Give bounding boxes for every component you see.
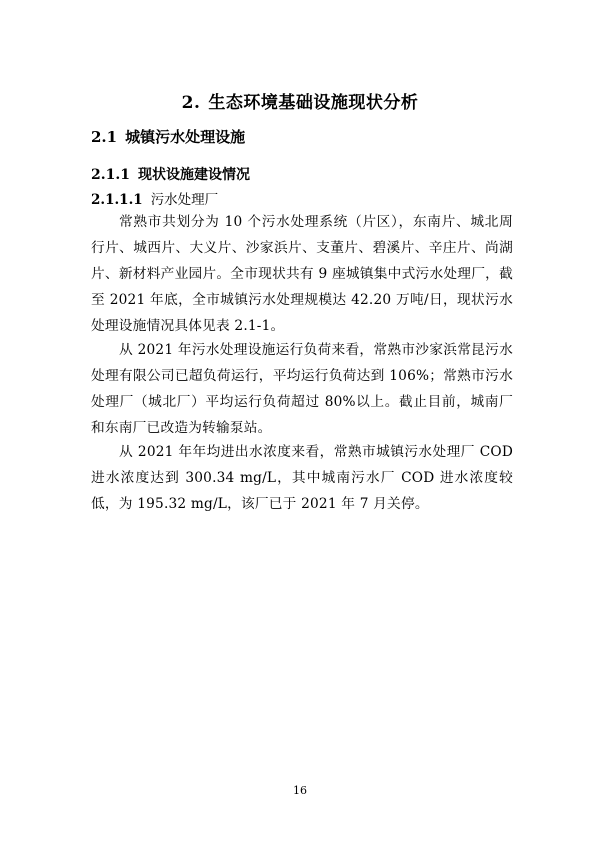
section-heading <box>91 126 245 147</box>
subsection-heading <box>91 164 250 184</box>
section-number: 2.1 <box>91 128 118 146</box>
subsection-number: 2.1.1 <box>91 167 130 183</box>
paragraph: 常熟市共划分为 10 个污水处理系统（片区），东南片、城北周行片、城西片、大义片、沙家浜片、支董片、碧溪片、辛庄片、尚湖片、新材料产业园片。全市现状共有 9 座城镇集中式污水处理厂，截至 2021 年底，全市城镇污水处理规模达 42.20 万吨/日，现状污水处理设施情况具体见表 2.1-1。 <box>91 214 513 334</box>
subsection-title: 现状设施建设情况 <box>137 167 250 183</box>
chapter-title: 生态环境基础设施现状分析 <box>208 93 419 113</box>
subsubsection-number: 2.1.1.1 <box>91 192 143 208</box>
chapter-number: 2. <box>181 93 201 113</box>
subsubsection-heading <box>91 188 218 208</box>
chapter-heading <box>0 88 600 113</box>
section-title: 城镇污水处理设施 <box>125 128 246 146</box>
paragraph: 从 2021 年污水处理设施运行负荷来看，常熟市沙家浜常昆污水处理有限公司已超负荷运行，平均运行负荷达到 106%；常熟市污水处理厂（城北厂）平均运行负荷超过 80%以上。截止目前，城南厂和东南厂已改造为转输泵站。 <box>91 342 513 436</box>
paragraph: 从 2021 年年均进出水浓度来看，常熟市城镇污水处理厂 COD 进水浓度达到 300.34 mg/L，其中城南污水厂 COD 进水浓度较低，为 195.32 mg/L，该厂已于 2021 年 7 月关停。 <box>91 444 513 512</box>
subsubsection-title: 污水处理厂 <box>150 192 219 208</box>
page-number: 16 <box>293 784 307 797</box>
